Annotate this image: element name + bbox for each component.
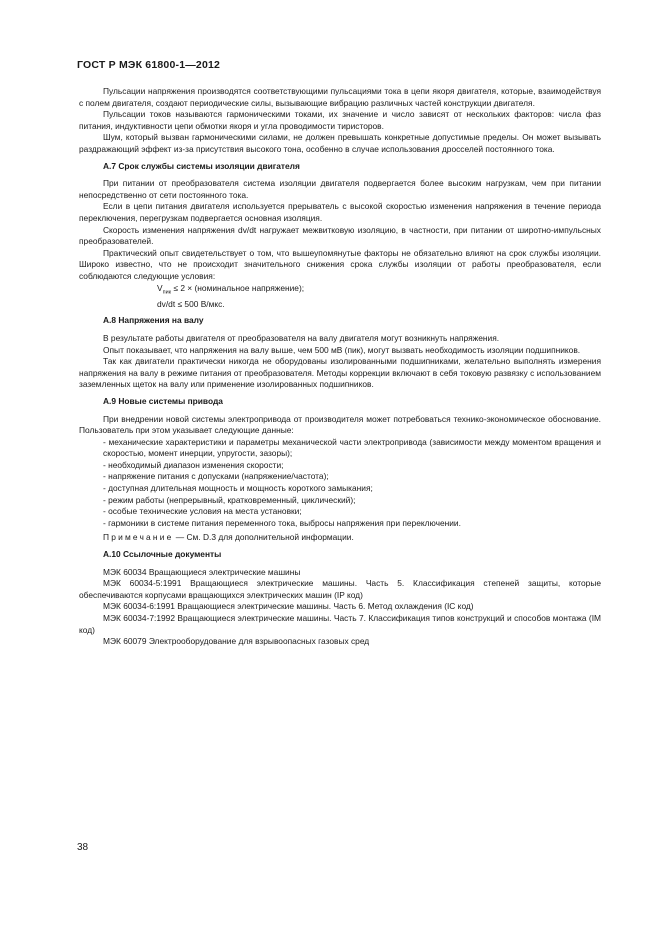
paragraph: Пульсации токов называются гармоническими токами, их значение и число зависят от нескольких факторов: числа фаз питания, индуктивности цепи обмотки якоря и угла проводимости тиристоров.	[79, 109, 601, 131]
paragraph: Скорость изменения напряжения dv/dt нагружает межвитковую изоляцию, в частности, при питании от широтно-импульсных преобразователей.	[79, 224, 601, 247]
list-item: - напряжение питания с допусками (напряжение/частота);	[103, 471, 329, 482]
list-item: - особые технические условия на места установки;	[103, 506, 302, 517]
section-heading-a10: А.10 Ссылочные документы	[103, 549, 222, 560]
section-heading-a8: А.8 Напряжения на валу	[103, 315, 204, 326]
formula-condition: ≤ 2 × (номинальное напряжение);	[171, 282, 305, 293]
reference-item: МЭК 60034 Вращающиеся электрические машины	[103, 566, 301, 577]
note	[103, 532, 601, 544]
section-heading-a9: А.9 Новые системы привода	[103, 395, 223, 406]
list-item: - доступная длительная мощность и мощность короткого замыкания;	[103, 483, 373, 494]
reference-item: МЭК 60034-7:1992 Вращающиеся электрические машины. Часть 7. Классификация типов конструкций и способов монтажа (IM код)	[79, 613, 601, 635]
list-item: - механические характеристики и параметры механической части электропривода (зависимости между моментом вращения и скоростью, момент инерции, упругости, зазоры);	[103, 436, 601, 459]
paragraph: Так как двигатели практически никогда не оборудованы изолированными подшипниками, желательно выполнять измерения напряжения на валу в режиме питания от преобразователя. Методы коррекции включают в себя токовую развязку с использованием заземленных щеток на валу или применение изолированных подшипников.	[79, 356, 601, 390]
reference-item: МЭК 60079 Электрооборудование для взрывоопасных газовых сред	[103, 636, 370, 647]
page-content	[79, 86, 601, 648]
document-header: ГОСТ Р МЭК 61800-1—2012	[77, 59, 221, 71]
reference-item: МЭК 60034-5:1991 Вращающиеся электрические машины. Часть 5. Классификация степеней защиты, которые обеспечиваются корпусами вращающихся электрических машин (IP код)	[79, 578, 601, 600]
paragraph: Опыт показывает, что напряжения на валу выше, чем 500 мВ (пик), могут вызвать необходимость изоляции подшипников.	[103, 344, 581, 355]
paragraph: Пульсации напряжения производятся соответствующими пульсациями тока в цепи якоря двигателя, которые, взаимодействуя с полем двигателя, создают периодические силы, вызывающие вибрацию различных частей конструкции двигателя.	[79, 86, 601, 108]
note-label: Примечание	[103, 532, 174, 543]
paragraph: Шум, который вызван гармоническими силами, не должен превышать конкретные допустимые пределы. Он может вызывать раздражающий эффект из-за присутствия высокого тона, особенно в случае использования дросселей постоянного тока.	[79, 132, 601, 154]
reference-item: МЭК 60034-6:1991 Вращающиеся электрические машины. Часть 6. Метод охлаждения (IC код)	[103, 601, 474, 612]
list-item: - необходимый диапазон изменения скорости;	[103, 459, 284, 470]
paragraph: Практический опыт свидетельствует о том, что вышеупомянутые факторы не обязательно влияют на срок службы изоляции. Широко известно, что не происходит значительного снижения срока службы изоляции от работы преобразователя, если соблюдаются следующие условия:	[79, 247, 601, 281]
paragraph: Если в цепи питания двигателя используется прерыватель с высокой скоростью изменения напряжения в течение периода переключения, перегрузкам подвергается основная изоляция.	[79, 201, 601, 223]
paragraph: В результате работы двигателя от преобразователя на валу двигателя могут возникнуть напряжения.	[103, 332, 500, 343]
section-heading-a7: А.7 Срок службы системы изоляции двигателя	[103, 160, 300, 171]
formula-peak-voltage	[157, 283, 601, 299]
paragraph: При внедрении новой системы электропривода от производителя может потребоваться технико-экономическое обоснование. Пользователь при этом указывает следующие данные:	[79, 413, 601, 436]
formula-dvdt: dv/dt ≤ 500 В/мкс.	[157, 298, 225, 309]
page-number: 38	[77, 842, 89, 853]
paragraph: При питании от преобразователя система изоляции двигателя подвергается более высоким нагрузкам, чем при питании непосредственно от сети постоянного тока.	[79, 178, 601, 200]
list-item: - гармоники в системе питания переменного тока, выбросы напряжения при переключении.	[103, 517, 461, 528]
formula-subscript: пик	[162, 289, 172, 296]
formula-symbol: V	[157, 282, 163, 293]
list-item: - режим работы (непрерывный, кратковременный, циклический);	[103, 494, 356, 505]
note-text: — См. D.3 для дополнительной информации.	[173, 532, 354, 543]
